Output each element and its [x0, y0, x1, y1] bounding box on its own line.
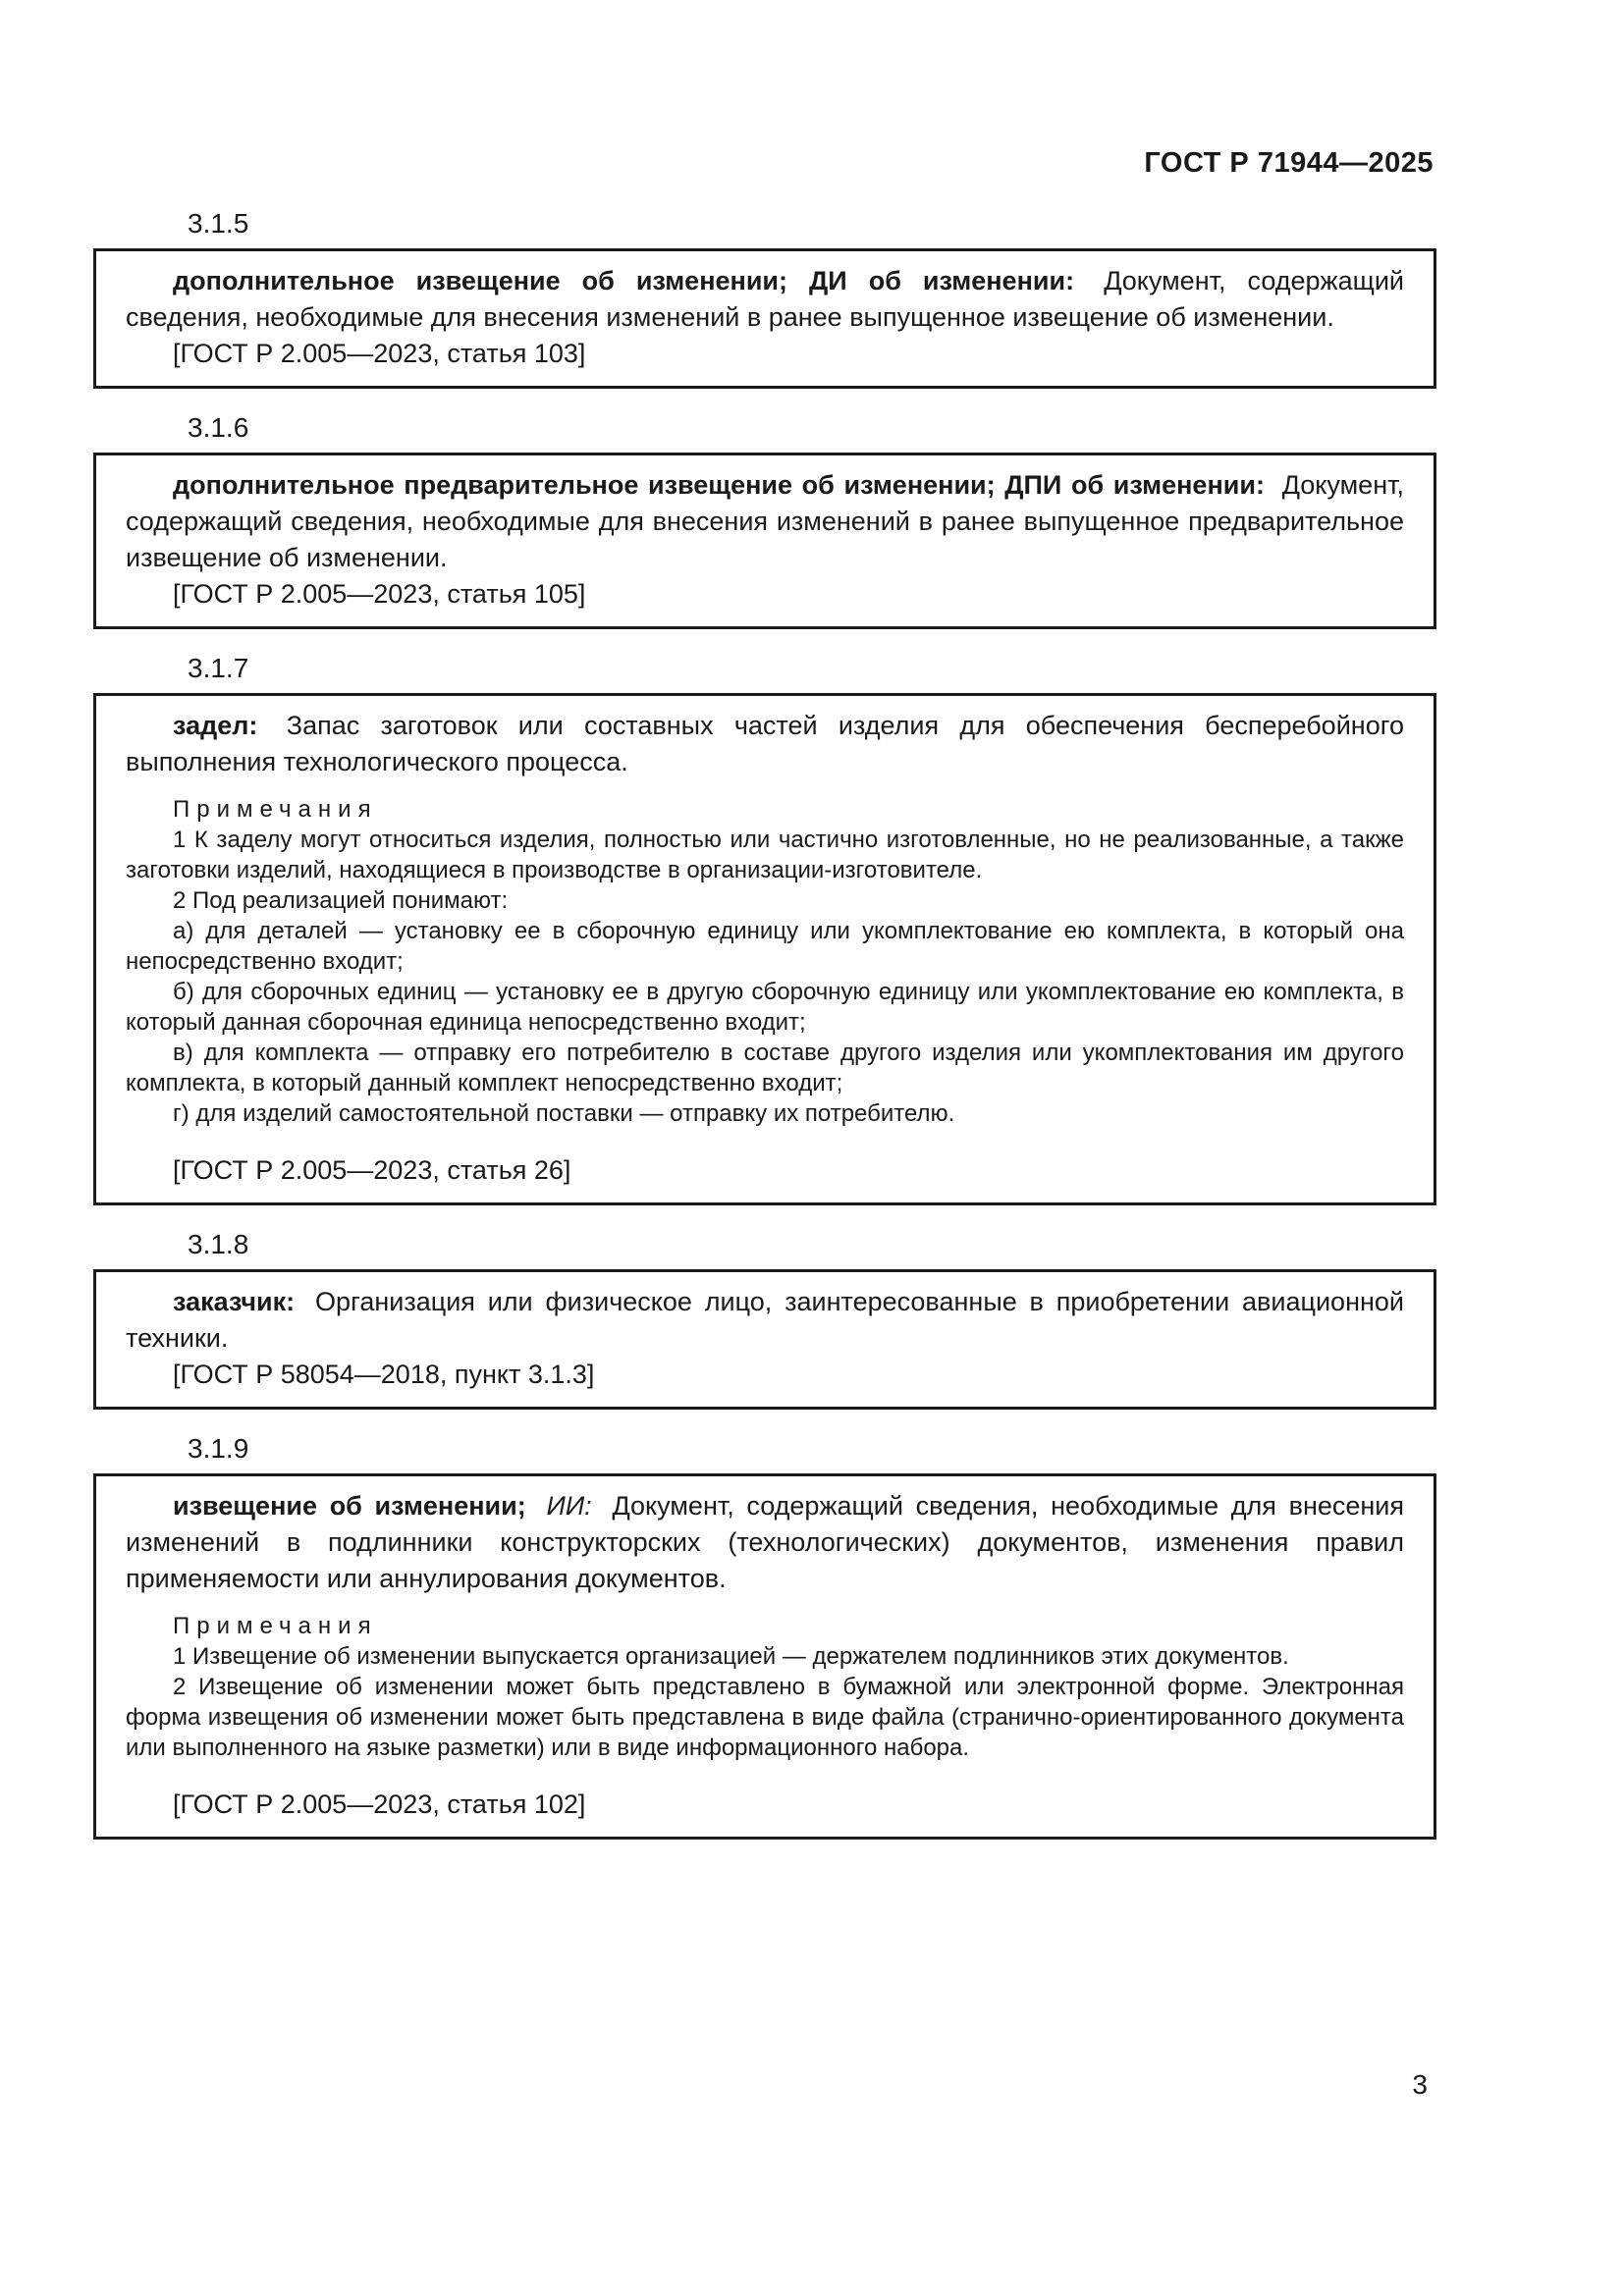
term-section-3-1-5 — [93, 208, 1436, 389]
notes-block — [126, 794, 1404, 1129]
notes-title: Примечания — [173, 796, 378, 823]
source-reference: [ГОСТ Р 2.005—2023, статья 105] — [173, 579, 586, 609]
term-section-3-1-7 — [93, 653, 1436, 1205]
definition-paragraph — [126, 1488, 1404, 1597]
term-box — [93, 1473, 1436, 1840]
note-item: 2 Под реализацией понимают: — [173, 887, 509, 914]
definition-text: Документ, содержащий сведения, необходимые для внесения изменений в подлинники конструкторских (технологических) документов, изменения правил применяемости или аннулирования документов. — [126, 1491, 1404, 1593]
notes-title: Примечания — [173, 1613, 378, 1639]
note-item: 2 Извещение об изменении может быть представлено в бумажной или электронной форме. Электронная форма извещения об изменении может быть представлена в виде файла (странично-ориентированного документа или выполненного на языке разметки) или в виде информационного набора. — [126, 1674, 1404, 1761]
definition-text: Запас заготовок или составных частей изделия для обеспечения бесперебойного выполнения технологического процесса. — [126, 711, 1404, 776]
term-section-3-1-6 — [93, 412, 1436, 629]
note-item: в) для комплекта — отправку его потребителю в составе другого изделия или укомплектования им другого комплекта, в который данный комплект непосредственно входит; — [126, 1040, 1404, 1096]
note-item: г) для изделий самостоятельной поставки — отправку их потребителю. — [173, 1100, 955, 1127]
notes-block — [126, 1611, 1404, 1763]
term-label: дополнительное извещение об изменении; ДИ об изменении: — [173, 266, 1075, 295]
note-item: 1 Извещение об изменении выпускается организацией — держателем подлинников этих документов. — [173, 1643, 1289, 1670]
definition-paragraph — [126, 1284, 1404, 1357]
definition-text: Документ, содержащий сведения, необходимые для внесения изменений в ранее выпущенное предварительное извещение об изменении. — [126, 470, 1404, 572]
document-content — [93, 194, 1436, 1840]
term-label: задел: — [173, 711, 258, 740]
term-box — [93, 1269, 1436, 1410]
source-reference: [ГОСТ Р 2.005—2023, статья 26] — [173, 1155, 571, 1185]
definition-text: Организация или физическое лицо, заинтересованные в приобретении авиационной техники. — [126, 1287, 1404, 1353]
source-reference: [ГОСТ Р 58054—2018, пункт 3.1.3] — [173, 1360, 595, 1389]
term-section-3-1-8 — [93, 1229, 1436, 1410]
source-reference: [ГОСТ Р 2.005—2023, статья 103] — [173, 339, 586, 368]
section-number: 3.1.5 — [188, 208, 249, 239]
term-box — [93, 248, 1436, 389]
source-reference: [ГОСТ Р 2.005—2023, статья 102] — [173, 1789, 586, 1819]
term-label: извещение об изменении; — [173, 1491, 526, 1521]
section-number: 3.1.8 — [188, 1229, 249, 1259]
definition-paragraph — [126, 708, 1404, 780]
definition-paragraph — [126, 467, 1404, 576]
term-label: дополнительное предварительное извещение об изменении; ДПИ об изменении: — [173, 470, 1265, 500]
definition-text: Документ, содержащий сведения, необходимые для внесения изменений в ранее выпущенное извещение об изменении. — [126, 266, 1404, 332]
document-header: ГОСТ Р 71944—2025 — [1144, 147, 1434, 179]
term-box — [93, 693, 1436, 1205]
section-number: 3.1.6 — [188, 412, 249, 443]
note-item: а) для деталей — установку ее в сборочную единицу или укомплектование ею комплекта, в который она непосредственно входит; — [126, 918, 1404, 975]
term-abbreviation: ИИ: — [546, 1491, 592, 1521]
section-number: 3.1.7 — [188, 653, 249, 683]
section-number: 3.1.9 — [188, 1433, 249, 1464]
definition-paragraph — [126, 263, 1404, 336]
page-number: 3 — [1412, 2069, 1428, 2100]
term-label: заказчик: — [173, 1287, 296, 1316]
note-item: б) для сборочных единиц — установку ее в другую сборочную единицу или укомплектование ею комплекта, в который данная сборочная единица непосредственно входит; — [126, 979, 1404, 1036]
note-item: 1 К заделу могут относиться изделия, полностью или частично изготовленные, но не реализованные, а также заготовки изделий, находящиеся в производстве в организации-изготовителе. — [126, 827, 1404, 883]
term-section-3-1-9 — [93, 1433, 1436, 1840]
term-box — [93, 453, 1436, 629]
